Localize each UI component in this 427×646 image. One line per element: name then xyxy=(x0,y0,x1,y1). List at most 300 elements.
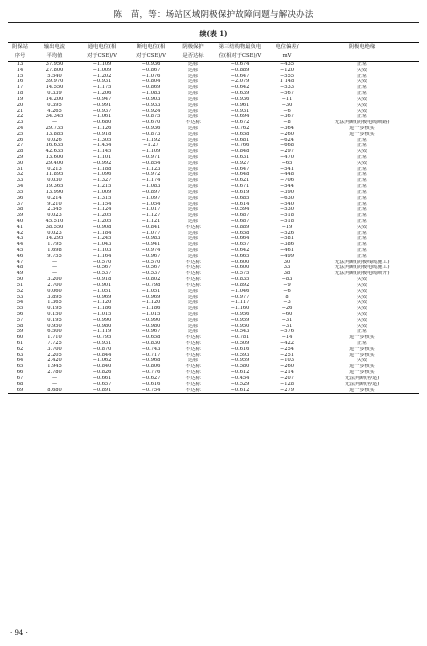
cell-on-potential: −1.009 xyxy=(92,67,112,73)
cell-third-structure-potential: −0.961 xyxy=(230,102,250,108)
cell-off-potential: −1.27 xyxy=(143,143,159,149)
cell-compliance: 不达标 xyxy=(175,388,211,394)
cell-station-no: 43 xyxy=(16,236,24,242)
cell-third-structure-potential: −0.687 xyxy=(230,213,250,219)
cell-insulation-status: 正常 xyxy=(356,61,368,67)
cell-third-structure-potential: −0.543 xyxy=(230,329,250,335)
cell-compliance: 达标 xyxy=(187,317,199,323)
cell-insulation-status: 正常 xyxy=(356,213,368,219)
cell-insulation-status: 正常 xyxy=(356,155,368,160)
cell-on-potential: −1.103 xyxy=(92,248,112,253)
cell-off-potential: −1.015 xyxy=(141,311,161,317)
cell-output-current: 0.339 xyxy=(47,91,62,97)
cell-on-potential: −0.992 xyxy=(92,160,112,166)
cell-insulation-status: 无法判断(阴极电缆断开) xyxy=(334,271,390,277)
cell-on-potential: −0.991 xyxy=(92,102,112,108)
cell-off-potential: −1.121 xyxy=(141,218,161,224)
cell-potential-deviation: −260 xyxy=(280,131,294,137)
cell-potential-deviation: −26 xyxy=(281,306,293,312)
col-header-insulation: 阴极电绝缘 xyxy=(305,43,419,53)
cell-potential-deviation: 8 xyxy=(285,294,289,300)
cell-station-no: 14 xyxy=(16,67,24,73)
cell-third-structure-potential: −0.454 xyxy=(230,375,250,381)
cell-station-no: 24 xyxy=(16,125,24,131)
cell-on-potential: −1.009 xyxy=(92,189,112,195)
cell-potential-deviation: −279 xyxy=(269,388,305,394)
cell-off-potential: −1.076 xyxy=(141,73,161,79)
cell-potential-deviation: −422 xyxy=(280,341,294,346)
cell-on-potential: −1.245 xyxy=(92,236,112,242)
cell-on-potential: −0.844 xyxy=(92,352,112,358)
cell-third-structure-potential: −0.835 xyxy=(230,277,250,283)
cell-station-no: 28 xyxy=(16,149,24,155)
cell-off-potential: −0.658 xyxy=(141,335,161,341)
cell-station-no: 69 xyxy=(8,388,32,394)
cell-on-potential: −0.980 xyxy=(92,323,112,329)
cell-insulation-status: 进一步核实 xyxy=(349,131,375,137)
cell-compliance: 达标 xyxy=(187,218,199,224)
cell-station-no: 22 xyxy=(16,114,24,120)
cell-station-no: 32 xyxy=(16,172,24,178)
cell-on-potential: −0.931 xyxy=(92,79,112,85)
cell-third-structure-potential: −0.665 xyxy=(230,253,250,259)
cell-compliance: 达标 xyxy=(187,85,199,91)
cell-off-potential: −0.969 xyxy=(141,294,161,300)
cell-station-no: 29 xyxy=(16,155,24,160)
cell-on-potential: −1.101 xyxy=(92,155,112,160)
cell-output-current: 29.400 xyxy=(45,160,64,166)
cell-compliance: 达标 xyxy=(187,195,199,201)
cell-off-potential: −0.717 xyxy=(141,352,161,358)
cell-potential-deviation: −60 xyxy=(281,311,293,317)
cell-potential-deviation: −567 xyxy=(280,91,294,97)
cell-compliance: 达标 xyxy=(187,131,199,137)
cell-third-structure-potential: −0.631 xyxy=(230,155,250,160)
col-header-off-potential: 断电电位(相 xyxy=(127,43,175,53)
cell-output-current: 29.735 xyxy=(45,125,64,131)
cell-compliance: 不达标 xyxy=(185,375,201,381)
cell-potential-deviation: −518 xyxy=(280,213,294,219)
cell-output-current: 0.023 xyxy=(47,230,62,236)
cell-station-no: 54 xyxy=(16,300,24,306)
cell-potential-deviation: −214 xyxy=(280,370,294,376)
cell-compliance: 达标 xyxy=(187,172,199,178)
cell-station-no: 50 xyxy=(16,277,24,283)
cell-output-current: 34.345 xyxy=(45,114,64,120)
cell-off-potential: −0.776 xyxy=(141,370,161,376)
cell-on-potential: −0.795 xyxy=(92,335,112,341)
cell-third-structure-potential: −0.642 xyxy=(230,248,250,253)
cell-output-current: 38.550 xyxy=(45,224,64,230)
cell-station-no: 52 xyxy=(16,288,24,294)
cell-off-potential: −0.968 xyxy=(141,358,161,364)
cell-compliance: 不达标 xyxy=(185,120,201,126)
cell-off-potential: −0.567 xyxy=(141,265,161,271)
cell-compliance: 不达标 xyxy=(185,381,201,387)
cell-station-no: 37 xyxy=(16,201,24,207)
cell-station-no: 60 xyxy=(16,335,24,341)
cell-output-current: 13.885 xyxy=(45,131,64,137)
cell-insulation-status: 进一步核实 xyxy=(349,364,375,370)
cell-insulation-status: 正常 xyxy=(356,166,368,172)
cell-potential-deviation: −540 xyxy=(280,201,294,207)
cell-station-no: 27 xyxy=(16,143,24,149)
cell-third-structure-potential: −0.931 xyxy=(230,108,250,114)
cell-third-structure-potential: −0.658 xyxy=(230,230,250,236)
cell-on-potential: −1.109 xyxy=(92,61,112,67)
cell-compliance: 不达标 xyxy=(185,335,201,341)
cell-potential-deviation: −11 xyxy=(281,96,293,102)
cell-third-structure-potential: −0.616 xyxy=(230,346,250,352)
cell-compliance: 不达标 xyxy=(185,282,201,288)
cell-on-potential: −0.969 xyxy=(92,294,112,300)
cell-insulation-status: 正常 xyxy=(356,137,368,143)
col-header-third-structure-sub: 位(相对于CSE)/V xyxy=(211,52,269,62)
cell-on-potential: −1.062 xyxy=(92,358,112,364)
cell-output-current: 0.213 xyxy=(47,166,62,172)
cell-off-potential: −0.754 xyxy=(127,388,175,394)
cell-compliance: 达标 xyxy=(187,288,199,294)
cell-insulation-status: 正常 xyxy=(356,236,368,242)
cell-off-potential: −1.192 xyxy=(141,137,161,143)
cell-output-current: 9.210 xyxy=(47,201,62,207)
cell-insulation-status: 进一步核实 xyxy=(349,335,375,341)
cell-compliance: 达标 xyxy=(187,253,199,259)
col-header-station-sub: 序号 xyxy=(8,52,32,62)
cell-potential-deviation: −83 xyxy=(281,277,293,283)
cell-insulation-status: 失效 xyxy=(356,282,368,288)
cell-off-potential: −0.616 xyxy=(141,381,161,387)
cell-station-no: 18 xyxy=(16,91,24,97)
cell-on-potential: −0.937 xyxy=(92,108,112,114)
cell-compliance: 达标 xyxy=(187,358,199,364)
cell-third-structure-potential: −0.936 xyxy=(230,96,250,102)
cell-off-potential: −1.097 xyxy=(141,195,161,201)
cell-station-no: 20 xyxy=(16,102,24,108)
cell-potential-deviation: −6 xyxy=(283,108,291,114)
cell-compliance: 达标 xyxy=(187,160,199,166)
cell-insulation-status: 失效 xyxy=(356,323,368,329)
cell-insulation-status: 正常 xyxy=(356,230,368,236)
cell-station-no: 61 xyxy=(16,341,24,346)
cell-third-structure-potential: −0.594 xyxy=(230,207,250,213)
cell-station-no: 25 xyxy=(16,131,24,137)
cell-off-potential: −1.120 xyxy=(141,300,161,306)
cell-compliance: 达标 xyxy=(187,137,199,143)
cell-compliance: 达标 xyxy=(187,166,199,172)
cell-potential-deviation: −668 xyxy=(280,143,294,149)
header-rule xyxy=(8,22,419,23)
cell-potential-deviation: 33 xyxy=(283,265,291,271)
cell-potential-deviation: −14 xyxy=(281,335,293,341)
cell-station-no: 38 xyxy=(16,207,24,213)
cell-on-potential: −0.908 xyxy=(92,224,112,230)
cell-potential-deviation: −260 xyxy=(280,364,294,370)
cell-station-no: 66 xyxy=(16,370,24,376)
col-header-current-sub: 平均值 xyxy=(32,52,77,62)
cell-station-no: 42 xyxy=(16,230,24,236)
cell-on-potential: −1.184 xyxy=(92,230,112,236)
cell-insulation-status: 失效 xyxy=(356,149,368,155)
cell-station-no: 68 xyxy=(16,381,24,387)
cell-output-current: — xyxy=(51,120,58,126)
cell-compliance: 达标 xyxy=(187,311,199,317)
cell-output-current: — xyxy=(51,375,58,381)
cell-station-no: 31 xyxy=(16,166,24,172)
cell-potential-deviation: −128 xyxy=(280,381,294,387)
cell-station-no: 62 xyxy=(16,346,24,352)
cell-output-current: 2.345 xyxy=(47,207,62,213)
cell-potential-deviation: 38 xyxy=(283,271,291,277)
cell-compliance: 达标 xyxy=(187,189,199,195)
table-row xyxy=(8,388,419,394)
cell-on-potential: −1.327 xyxy=(92,178,112,184)
cell-compliance: 达标 xyxy=(187,108,199,114)
cell-insulation-status: 失效 xyxy=(356,288,368,294)
cell-compliance: 不达标 xyxy=(185,370,201,376)
cell-third-structure-potential: −0.685 xyxy=(230,195,250,201)
cell-station-no: 21 xyxy=(16,108,24,114)
cell-compliance: 达标 xyxy=(187,294,199,300)
cell-output-current: 2.205 xyxy=(47,352,62,358)
col-header-third-structure: 第三结构物最负电 xyxy=(211,43,269,53)
cell-third-structure-potential: −0.674 xyxy=(230,61,250,67)
cell-on-potential: −1.315 xyxy=(92,195,112,201)
cell-compliance: 不达标 xyxy=(185,352,201,358)
cell-potential-deviation: −367 xyxy=(280,114,294,120)
cell-potential-deviation: 30 xyxy=(283,259,291,265)
cell-on-potential: −1.145 xyxy=(92,149,112,155)
cell-output-current: 2.780 xyxy=(47,370,62,376)
cell-compliance: 达标 xyxy=(187,230,199,236)
cell-output-current: 13.990 xyxy=(45,189,64,195)
cell-compliance: 达标 xyxy=(187,91,199,97)
cell-third-structure-potential: −0.766 xyxy=(230,143,250,149)
cell-third-structure-potential: −0.672 xyxy=(230,120,250,126)
cell-on-potential: −1.215 xyxy=(92,184,112,190)
cell-compliance: 不达标 xyxy=(185,341,201,346)
cell-compliance: 达标 xyxy=(187,184,199,190)
cell-compliance: 达标 xyxy=(187,248,199,253)
cell-on-potential: −0.826 xyxy=(92,370,112,376)
cell-third-structure-potential: −0.694 xyxy=(230,114,250,120)
cell-potential-deviation: −518 xyxy=(280,218,294,224)
cell-third-structure-potential: −0.600 xyxy=(230,259,250,265)
cell-station-no: 56 xyxy=(16,311,24,317)
cell-off-potential: −1.109 xyxy=(141,149,161,155)
cell-insulation-status: 正常 xyxy=(356,73,368,79)
cell-third-structure-potential: −0.580 xyxy=(230,364,250,370)
cell-insulation-status: 无法判断(阴极电缆断路) xyxy=(334,120,390,126)
cell-compliance: 达标 xyxy=(187,143,199,149)
col-header-current: 输出电流 xyxy=(32,43,77,53)
col-header-insulation-sub xyxy=(305,52,419,62)
cell-output-current: 1.945 xyxy=(47,364,62,370)
cell-off-potential: −0.830 xyxy=(141,341,161,346)
cell-station-no: 55 xyxy=(16,306,24,312)
cell-station-no: 15 xyxy=(16,73,24,79)
cell-station-no: 33 xyxy=(16,178,24,184)
col-header-deviation: 电位偏差/ xyxy=(269,43,305,53)
cell-on-potential: −0.918 xyxy=(92,131,112,137)
cell-compliance: 达标 xyxy=(187,323,199,329)
cell-station-no: 57 xyxy=(16,317,24,323)
cell-third-structure-potential: −0.762 xyxy=(230,125,250,131)
cell-on-potential: −0.570 xyxy=(92,259,112,265)
cell-third-structure-potential: −0.639 xyxy=(230,91,250,97)
cell-insulation-status: 正常 xyxy=(356,201,368,207)
cell-compliance: 达标 xyxy=(187,306,199,312)
cell-output-current: 0.060 xyxy=(47,288,62,294)
cell-insulation-status: 失效 xyxy=(356,102,368,108)
cell-station-no: 63 xyxy=(16,352,24,358)
cell-on-potential: −0.891 xyxy=(77,388,127,394)
cell-insulation-status: 失效 xyxy=(356,108,368,114)
col-header-compliance-sub: 是否达标 xyxy=(175,52,211,62)
cell-output-current: 1.710 xyxy=(47,335,62,341)
cell-potential-deviation: −461 xyxy=(280,248,294,253)
cell-station-no: 65 xyxy=(16,364,24,370)
cell-compliance: 达标 xyxy=(187,149,199,155)
cell-compliance: 达标 xyxy=(187,155,199,160)
cell-potential-deviation: −499 xyxy=(280,253,294,259)
cell-off-potential: −0.670 xyxy=(141,120,161,126)
cell-third-structure-potential: −0.927 xyxy=(230,160,250,166)
cell-on-potential: −1.305 xyxy=(92,137,112,143)
cell-off-potential: −1.083 xyxy=(141,91,161,97)
cell-output-current: 3.700 xyxy=(47,346,62,352)
cell-potential-deviation: −8 xyxy=(283,120,291,126)
cell-off-potential: −0.974 xyxy=(141,248,161,253)
cell-output-current: 1.698 xyxy=(47,248,62,253)
cell-station-no: 51 xyxy=(16,282,24,288)
page-number: · 94 · xyxy=(10,629,28,637)
cell-compliance: 达标 xyxy=(187,73,199,79)
cell-insulation-status: 无法判断(阴极线缆施工) xyxy=(334,259,390,265)
cell-station-no: 49 xyxy=(16,271,24,277)
cell-off-potential: −0.990 xyxy=(141,317,161,323)
cell-off-potential: −0.804 xyxy=(141,79,161,85)
cell-on-potential: −1.205 xyxy=(92,218,112,224)
cell-off-potential: −1.174 xyxy=(141,178,161,184)
cell-insulation-status: 失效 xyxy=(356,306,368,312)
cell-output-current: — xyxy=(51,271,58,277)
cell-on-potential: −1.164 xyxy=(92,253,112,259)
cell-output-current: 1.365 xyxy=(47,300,62,306)
cell-third-structure-potential: −0.600 xyxy=(230,265,250,271)
cell-third-structure-potential: −0.658 xyxy=(230,131,250,137)
cell-on-potential: −1.051 xyxy=(92,288,112,294)
cell-output-current: 42.635 xyxy=(45,149,64,155)
cell-off-potential: −1.083 xyxy=(141,184,161,190)
cell-on-potential: −0.537 xyxy=(92,271,112,277)
cell-insulation-status: 失效 xyxy=(356,160,368,166)
cell-potential-deviation: −3 xyxy=(283,300,291,306)
cell-station-no: 45 xyxy=(16,248,24,253)
cell-insulation-status: 正常 xyxy=(356,184,368,190)
cell-off-potential: −0.924 xyxy=(141,108,161,114)
cell-insulation-status: 正常 xyxy=(356,253,368,259)
cell-compliance: 达标 xyxy=(187,213,199,219)
cell-insulation-status: 无法判断(停运) xyxy=(344,375,380,381)
cell-output-current: 14.200 xyxy=(45,96,64,102)
cell-off-potential: −0.967 xyxy=(141,253,161,259)
cell-off-potential: −0.897 xyxy=(141,189,161,195)
cell-compliance: 达标 xyxy=(187,79,199,85)
cell-third-structure-potential: −0.959 xyxy=(230,317,250,323)
cell-insulation-status: 失效 xyxy=(356,79,368,85)
cell-potential-deviation: −470 xyxy=(280,155,294,160)
cell-output-current: 0.195 xyxy=(47,306,62,312)
cell-third-structure-potential: −0.889 xyxy=(230,224,250,230)
cell-station-no: 19 xyxy=(16,96,24,102)
cell-potential-deviation: −541 xyxy=(280,166,294,172)
cell-third-structure-potential: −0.664 xyxy=(230,236,250,242)
cell-output-current: — xyxy=(51,259,58,265)
cell-output-current: 0.023 xyxy=(47,213,62,219)
cell-on-potential: −0.840 xyxy=(92,364,112,370)
cell-third-structure-potential: −0.621 xyxy=(230,178,250,184)
cell-station-no: 58 xyxy=(16,323,24,329)
cell-off-potential: −0.936 xyxy=(141,125,161,131)
cell-insulation-status: 正常 xyxy=(356,207,368,213)
cell-on-potential: −1.015 xyxy=(92,311,112,317)
cell-on-potential: −0.567 xyxy=(92,265,112,271)
cell-potential-deviation: −31 xyxy=(281,317,293,323)
cell-output-current: 11.895 xyxy=(45,172,64,178)
cell-station-no: 48 xyxy=(16,265,24,271)
cell-off-potential: −0.841 xyxy=(141,224,161,230)
cell-potential-deviation: −581 xyxy=(280,236,294,242)
table-caption: 续(表 1) xyxy=(199,29,228,38)
cell-insulation-status: 失效 xyxy=(356,358,368,364)
cell-third-structure-potential: −0.889 xyxy=(230,67,250,73)
cell-potential-deviation: −103 xyxy=(280,358,294,364)
cell-third-structure-potential: −0.956 xyxy=(230,311,250,317)
cell-off-potential: −0.967 xyxy=(141,329,161,335)
cell-on-potential: −1.175 xyxy=(92,85,112,91)
cell-insulation-status: 失效 xyxy=(356,224,368,230)
cell-output-current: — xyxy=(51,381,58,387)
cell-insulation-status: 进一步核实 xyxy=(349,125,375,131)
cell-off-potential: −0.798 xyxy=(141,282,161,288)
cell-output-current: 16.635 xyxy=(45,143,64,149)
cell-compliance: 不达标 xyxy=(185,346,201,352)
cell-output-current: 2.420 xyxy=(47,358,62,364)
cell-compliance: 达标 xyxy=(187,96,199,102)
cell-insulation-status: 失效 xyxy=(356,311,368,317)
cell-insulation-status: 无法判断(阴极电缆施工) xyxy=(334,265,390,271)
cell-off-potential: −0.867 xyxy=(141,67,161,73)
cell-output-current: 45.510 xyxy=(45,218,64,224)
cell-output-current: — xyxy=(51,265,58,271)
cell-output-current: 5.540 xyxy=(47,73,62,79)
cell-insulation-status: 无法判断(停运) xyxy=(344,381,380,387)
cell-off-potential: −0.570 xyxy=(141,259,161,265)
cell-output-current: 7.725 xyxy=(47,341,62,346)
cell-on-potential: −1.043 xyxy=(92,242,112,248)
cell-station-no: 17 xyxy=(16,85,24,91)
cell-on-potential: −1.434 xyxy=(92,143,112,149)
cell-off-potential: −0.903 xyxy=(141,96,161,102)
cell-compliance: 达标 xyxy=(187,329,199,335)
cell-potential-deviation: −120 xyxy=(280,67,294,73)
cell-potential-deviation: −207 xyxy=(280,375,294,381)
cell-off-potential: −0.802 xyxy=(141,277,161,283)
cell-potential-deviation: −435 xyxy=(280,61,294,67)
cell-third-structure-potential: −0.529 xyxy=(230,381,250,387)
cell-off-potential: −0.933 xyxy=(141,102,161,108)
